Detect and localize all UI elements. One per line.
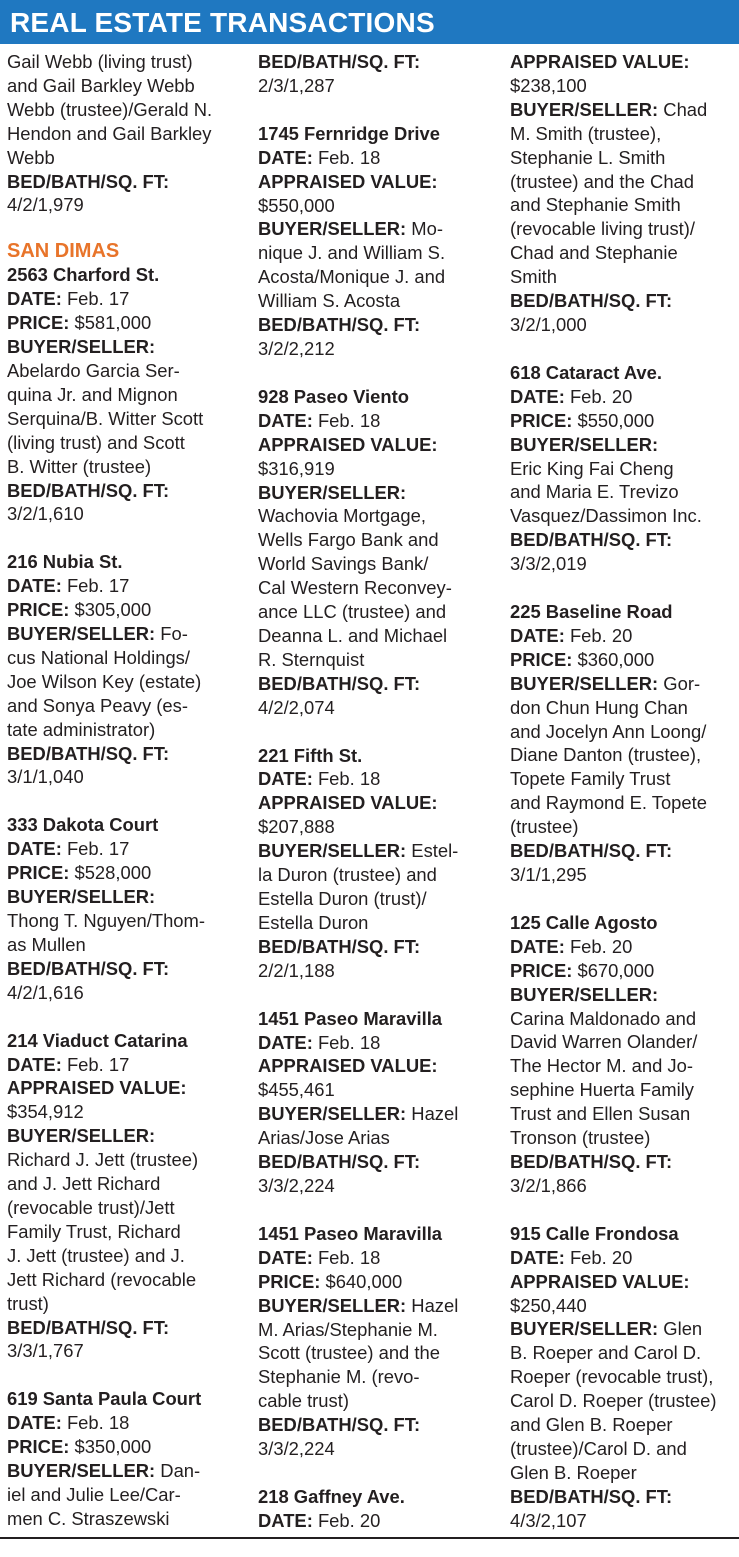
listing-address: 225 Baseline Road <box>510 601 673 623</box>
text-line: (revocable living trust)/ <box>510 218 695 240</box>
text-line: Smith <box>510 266 558 288</box>
date-value: Feb. 20 <box>569 935 633 957</box>
listing-address: 333 Dakota Court <box>7 814 159 836</box>
text-line: The Hector M. and Jo- <box>510 1055 693 1077</box>
appraised-value: $238,100 <box>510 74 587 96</box>
buyer-seller-label: BUYER/SELLER: <box>510 98 659 120</box>
listing <box>7 1029 241 1364</box>
listing-address: 1745 Fernridge Drive <box>258 122 440 144</box>
buyer-seller-label: BUYER/SELLER: <box>7 336 156 358</box>
text-line: Glen B. Roeper <box>510 1461 637 1483</box>
bed-bath-label: BED/BATH/SQ. FT: <box>510 1485 673 1507</box>
date-label: DATE: <box>7 838 62 860</box>
listing-address: 2563 Charford St. <box>7 264 160 286</box>
date-label: DATE: <box>258 768 313 790</box>
text-line: nique J. and William S. <box>258 242 446 264</box>
appraised-value: $455,461 <box>258 1079 335 1101</box>
buyer-seller-first: Hazel <box>411 1294 459 1316</box>
listing <box>7 263 241 526</box>
price-label: PRICE: <box>510 648 573 670</box>
buyer-seller-label: BUYER/SELLER: <box>510 433 659 455</box>
date-label: DATE: <box>7 1053 62 1075</box>
text-line: ance LLC (trustee) and <box>258 601 447 623</box>
text-line: Richard J. Jett (trustee) <box>7 1149 199 1171</box>
date-value: Feb. 17 <box>66 575 130 597</box>
date-value: Feb. 20 <box>569 1246 633 1268</box>
date-value: Feb. 17 <box>66 1053 130 1075</box>
bed-bath-label: BED/BATH/SQ. FT: <box>258 51 421 72</box>
text-line: Webb <box>7 146 55 168</box>
listing <box>7 813 241 1004</box>
text-line: and Jocelyn Ann Loong/ <box>510 720 707 742</box>
date-value: Feb. 18 <box>317 1031 381 1053</box>
date-label: DATE: <box>258 409 313 431</box>
bed-bath-label: BED/BATH/SQ. FT: <box>258 672 421 694</box>
date-value: Feb. 20 <box>317 1509 381 1531</box>
price-label: PRICE: <box>258 1270 321 1292</box>
buyer-seller-label: BUYER/SELLER: <box>7 1125 156 1147</box>
buyer-seller-label: BUYER/SELLER: <box>258 218 407 240</box>
date-label: DATE: <box>7 288 62 310</box>
listing <box>510 600 738 887</box>
date-value: Feb. 18 <box>317 1246 381 1268</box>
listing <box>258 1007 494 1198</box>
buyer-seller-label: BUYER/SELLER: <box>510 983 659 1005</box>
date-value: Feb. 17 <box>66 838 130 860</box>
price-value: $350,000 <box>74 1436 152 1458</box>
bed-bath-label: BED/BATH/SQ. FT: <box>258 935 421 957</box>
date-value: Feb. 20 <box>569 624 633 646</box>
listing-address: 618 Cataract Ave. <box>510 361 662 383</box>
text-line: Wachovia Mortgage, <box>258 505 426 527</box>
text-line: and J. Jett Richard <box>7 1173 161 1195</box>
date-label: DATE: <box>510 624 565 646</box>
date-value: Feb. 17 <box>66 288 130 310</box>
listing <box>258 385 494 720</box>
buyer-seller-first: Gor- <box>663 672 701 694</box>
listing-continued <box>258 50 494 98</box>
listing-address: 216 Nubia St. <box>7 551 123 573</box>
text-line: Diane Danton (trustee), <box>510 744 702 766</box>
bed-bath-label: BED/BATH/SQ. FT: <box>7 1316 170 1338</box>
date-label: DATE: <box>258 1509 313 1531</box>
text-line: men C. Straszewski <box>7 1507 170 1529</box>
appraised-value: $354,912 <box>7 1101 84 1123</box>
listing <box>258 122 494 361</box>
text-line: M. Arias/Stephanie M. <box>258 1318 438 1340</box>
listing-address: 619 Santa Paula Court <box>7 1388 202 1410</box>
text-line: trust) <box>7 1292 49 1314</box>
page-title: REAL ESTATE TRANSACTIONS <box>10 7 435 38</box>
text-line: Eric King Fai Cheng <box>510 457 674 479</box>
buyer-seller-label: BUYER/SELLER: <box>258 840 407 862</box>
appraised-label: APPRAISED VALUE: <box>258 433 438 455</box>
text-line: Trust and Ellen Susan <box>510 1103 691 1125</box>
text-line: as Mullen <box>7 933 86 955</box>
bed-bath-value: 3/1/1,295 <box>510 864 587 885</box>
bed-bath-value: 4/2/1,616 <box>7 981 84 1003</box>
appraised-value: $550,000 <box>258 194 335 216</box>
price-label: PRICE: <box>7 312 70 334</box>
listing-continued <box>510 50 738 337</box>
column-3 <box>510 50 738 1557</box>
bed-bath-value: 4/3/2,107 <box>510 1509 587 1531</box>
price-label: PRICE: <box>510 959 573 981</box>
bed-bath-value: 3/3/1,767 <box>7 1340 84 1362</box>
bed-bath-label: BED/BATH/SQ. FT: <box>258 314 421 336</box>
bed-bath-value: 3/2/2,212 <box>258 337 335 359</box>
listing-address: 221 Fifth St. <box>258 744 363 766</box>
listing-continued <box>7 50 241 217</box>
text-line: Estella Duron (trust)/ <box>258 888 427 909</box>
text-line: Topete Family Trust <box>510 768 671 790</box>
price-label: PRICE: <box>510 409 573 431</box>
price-value: $670,000 <box>577 959 655 981</box>
price-label: PRICE: <box>7 1436 70 1458</box>
buyer-seller-first: Glen <box>663 1318 703 1340</box>
text-line: Family Trust, Richard <box>7 1220 181 1242</box>
date-label: DATE: <box>7 1412 62 1434</box>
text-line: Serquina/B. Witter Scott <box>7 407 204 429</box>
appraised-label: APPRAISED VALUE: <box>510 51 690 72</box>
appraised-label: APPRAISED VALUE: <box>7 1077 187 1099</box>
text-line: cable trust) <box>258 1390 349 1412</box>
bed-bath-label: BED/BATH/SQ. FT: <box>7 742 170 764</box>
text-line: Hendon and Gail Barkley <box>7 122 212 144</box>
text-line: and Raymond E. Topete <box>510 792 707 814</box>
listing <box>510 361 738 576</box>
buyer-seller-label: BUYER/SELLER: <box>7 623 156 645</box>
price-value: $305,000 <box>74 599 152 621</box>
date-label: DATE: <box>258 1246 313 1268</box>
buyer-seller-label: BUYER/SELLER: <box>258 1294 407 1316</box>
listing-address: 928 Paseo Viento <box>258 385 409 407</box>
text-line: Wells Fargo Bank and <box>258 529 439 551</box>
text-line: Gail Webb (living trust) <box>7 51 193 72</box>
buyer-seller-first: Hazel <box>411 1103 459 1125</box>
price-value: $640,000 <box>325 1270 403 1292</box>
text-line: Vasquez/Dassimon Inc. <box>510 505 702 527</box>
text-line: Joe Wilson Key (estate) <box>7 670 202 692</box>
buyer-seller-label: BUYER/SELLER: <box>510 672 659 694</box>
bottom-divider <box>0 1537 739 1539</box>
bed-bath-value: 4/2/2,074 <box>258 696 335 718</box>
text-line: Scott (trustee) and the <box>258 1342 440 1364</box>
text-line: Arias/Jose Arias <box>258 1127 390 1149</box>
bed-bath-label: BED/BATH/SQ. FT: <box>7 479 170 501</box>
text-line: Abelardo Garcia Ser- <box>7 359 180 381</box>
text-line: Stephanie L. Smith <box>510 146 666 168</box>
section-heading-san-dimas: SAN DIMAS <box>7 240 120 263</box>
price-label: PRICE: <box>7 599 70 621</box>
bed-bath-label: BED/BATH/SQ. FT: <box>510 290 673 312</box>
text-line: don Chun Hung Chan <box>510 696 688 718</box>
date-label: DATE: <box>258 146 313 168</box>
text-line: sephine Huerta Family <box>510 1079 694 1101</box>
date-value: Feb. 18 <box>66 1412 130 1434</box>
buyer-seller-first: Mo- <box>411 218 443 240</box>
date-value: Feb. 20 <box>569 385 633 407</box>
date-label: DATE: <box>510 1246 565 1268</box>
bed-bath-label: BED/BATH/SQ. FT: <box>510 529 673 551</box>
text-line: Carina Maldonado and <box>510 1007 697 1029</box>
text-line: iel and Julie Lee/Car- <box>7 1483 181 1505</box>
text-line: R. Sternquist <box>258 648 365 670</box>
text-line: (trustee)/Carol D. and <box>510 1437 687 1459</box>
buyer-seller-first: Chad <box>663 98 708 120</box>
text-line: tate administrator) <box>7 718 156 740</box>
buyer-seller-first: Dan- <box>160 1460 201 1482</box>
listing-address: 1451 Paseo Maravilla <box>258 1007 443 1029</box>
listing <box>258 744 494 983</box>
buyer-seller-first: Fo- <box>160 623 188 645</box>
bed-bath-value: 3/2/1,866 <box>510 1174 587 1196</box>
text-line: la Duron (trustee) and <box>258 864 437 886</box>
text-line: and Sonya Peavy (es- <box>7 694 188 716</box>
listing <box>510 1222 738 1533</box>
price-value: $528,000 <box>74 862 152 884</box>
text-line: Stephanie M. (revo- <box>258 1366 420 1388</box>
appraised-label: APPRAISED VALUE: <box>258 170 438 192</box>
appraised-label: APPRAISED VALUE: <box>258 792 438 814</box>
bed-bath-value: 3/2/1,610 <box>7 503 84 525</box>
bed-bath-label: BED/BATH/SQ. FT: <box>510 840 673 862</box>
listing-address: 218 Gaffney Ave. <box>258 1485 405 1507</box>
text-line: William S. Acosta <box>258 290 401 312</box>
date-label: DATE: <box>510 385 565 407</box>
buyer-seller-label: BUYER/SELLER: <box>258 1103 407 1125</box>
text-line: and Glen B. Roeper <box>510 1414 673 1436</box>
text-line: Tronson (trustee) <box>510 1127 651 1149</box>
bed-bath-value: 3/3/2,224 <box>258 1174 335 1196</box>
price-value: $360,000 <box>577 648 655 670</box>
buyer-seller-label: BUYER/SELLER: <box>7 886 156 908</box>
date-value: Feb. 18 <box>317 768 381 790</box>
appraised-label: APPRAISED VALUE: <box>510 1270 690 1292</box>
header-banner <box>0 0 739 44</box>
buyer-seller-label: BUYER/SELLER: <box>510 1318 659 1340</box>
text-line: Deanna L. and Michael <box>258 624 448 646</box>
date-label: DATE: <box>510 935 565 957</box>
text-line: World Savings Bank/ <box>258 553 429 575</box>
text-line: (revocable trust)/Jett <box>7 1196 175 1218</box>
text-line: Thong T. Nguyen/Thom- <box>7 910 205 931</box>
bed-bath-label: BED/BATH/SQ. FT: <box>258 1151 421 1173</box>
buyer-seller-names <box>7 50 241 170</box>
appraised-value: $250,440 <box>510 1294 587 1316</box>
text-line: cus National Holdings/ <box>7 646 190 668</box>
text-line: (trustee) <box>510 816 579 838</box>
text-line: Roeper (revocable trust), <box>510 1366 714 1388</box>
text-line: and Maria E. Trevizo <box>510 481 679 503</box>
text-line: quina Jr. and Mignon <box>7 383 178 405</box>
text-line: B. Witter (trustee) <box>7 455 152 477</box>
price-label: PRICE: <box>7 862 70 884</box>
bed-bath-value: 3/2/1,000 <box>510 313 587 335</box>
appraised-value: $207,888 <box>258 816 335 838</box>
buyer-seller-first: Estel- <box>411 840 459 862</box>
text-line: David Warren Olander/ <box>510 1031 698 1053</box>
buyer-seller-label: BUYER/SELLER: <box>258 481 407 503</box>
bed-bath-value: 2/3/1,287 <box>258 74 335 96</box>
bed-bath-value: 3/3/2,019 <box>510 553 587 575</box>
column-2 <box>258 50 494 1557</box>
bed-bath-label: BED/BATH/SQ. FT: <box>7 957 170 979</box>
column-1 <box>7 50 241 1555</box>
text-line: Carol D. Roeper (trustee) <box>510 1390 717 1412</box>
price-value: $550,000 <box>577 409 655 431</box>
text-line: and Stephanie Smith <box>510 194 681 216</box>
bed-bath-value: 3/1/1,040 <box>7 766 84 788</box>
bed-bath-value: 2/2/1,188 <box>258 959 335 981</box>
text-line: Estella Duron <box>258 911 369 933</box>
date-value: Feb. 18 <box>317 409 381 431</box>
text-line: (living trust) and Scott <box>7 431 185 453</box>
text-line: M. Smith (trustee), <box>510 122 662 144</box>
appraised-label: APPRAISED VALUE: <box>258 1055 438 1077</box>
text-line: Chad and Stephanie <box>510 242 678 264</box>
text-line: Acosta/Monique J. and <box>258 266 446 288</box>
text-line: Cal Western Reconvey- <box>258 577 452 599</box>
buyer-seller-label: BUYER/SELLER: <box>7 1460 156 1482</box>
listing-address: 125 Calle Agosto <box>510 911 658 933</box>
bed-bath-label: BED/BATH/SQ. FT: <box>7 170 170 192</box>
listing-address: 915 Calle Frondosa <box>510 1222 679 1244</box>
listing <box>7 1387 241 1530</box>
text-line: Jett Richard (revocable <box>7 1268 197 1290</box>
listing-address: 1451 Paseo Maravilla <box>258 1222 443 1244</box>
listing <box>258 1222 494 1461</box>
date-value: Feb. 18 <box>317 146 381 168</box>
listing <box>510 911 738 1198</box>
text-line: Webb (trustee)/Gerald N. <box>7 98 213 120</box>
text-line: B. Roeper and Carol D. <box>510 1342 702 1364</box>
bed-bath-label: BED/BATH/SQ. FT: <box>510 1150 673 1172</box>
text-line: J. Jett (trustee) and J. <box>7 1244 185 1266</box>
price-value: $581,000 <box>74 312 152 334</box>
appraised-value: $316,919 <box>258 457 335 479</box>
listing <box>258 1485 494 1533</box>
bed-bath-label: BED/BATH/SQ. FT: <box>258 1414 421 1436</box>
listing-address: 214 Viaduct Catarina <box>7 1029 188 1051</box>
text-line: and Gail Barkley Webb <box>7 74 195 96</box>
bed-bath-value: 3/3/2,224 <box>258 1438 335 1460</box>
date-label: DATE: <box>258 1031 313 1053</box>
text-line: (trustee) and the Chad <box>510 170 695 192</box>
date-label: DATE: <box>7 575 62 597</box>
listing <box>7 550 241 789</box>
bed-bath-value: 4/2/1,979 <box>7 194 84 216</box>
